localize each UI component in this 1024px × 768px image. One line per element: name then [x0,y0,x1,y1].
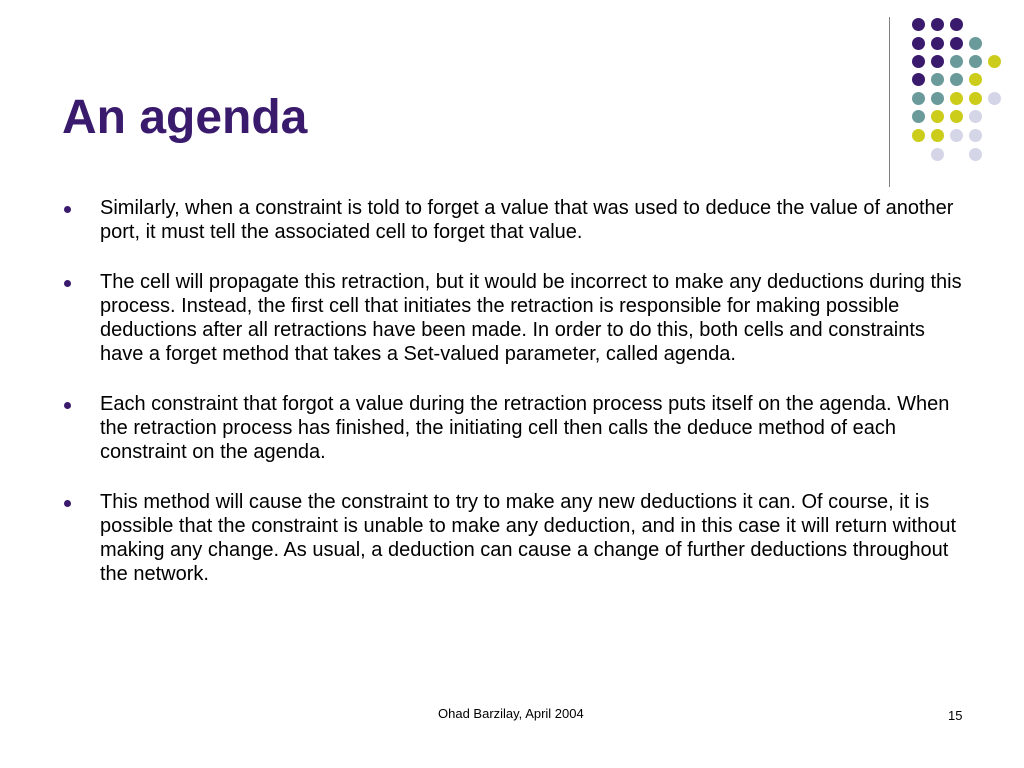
decor-dot [969,110,982,123]
decor-dot [912,73,925,86]
bullet-dot-icon [64,206,71,213]
decor-dot [931,148,944,161]
decor-dot [969,148,982,161]
decor-dot [969,92,982,105]
decor-dot [912,92,925,105]
decor-dot [931,18,944,31]
bullet-item [62,196,967,244]
bullet-item [62,490,967,586]
vertical-divider [889,17,890,187]
decor-dot [912,129,925,142]
decor-dot [912,37,925,50]
decor-dot [931,110,944,123]
bullet-dot-icon [64,280,71,287]
page-number: 15 [948,708,963,723]
bullet-text: This method will cause the constraint to try to make any new deductions it can. Of course, it is possible that the constraint is unable to make any deduction, and in this case it will return without making any change. As usual, a deduction can cause a change of further deductions throughout the network. [100,491,957,585]
decor-dot [912,55,925,68]
decor-dot [950,55,963,68]
bullet-text: Each constraint that forgot a value during the retraction process puts itself on the agenda. When the retraction process has finished, the initiating cell then calls the deduce method of each constraint on the agenda. [100,393,950,463]
decor-dot [969,55,982,68]
decor-dot [969,73,982,86]
decor-dot [931,92,944,105]
decor-dot [950,18,963,31]
bullet-list [62,196,967,612]
decor-dot [950,73,963,86]
decor-dot [931,55,944,68]
decor-dot [969,37,982,50]
decor-dot [912,18,925,31]
bullet-text: The cell will propagate this retraction, but it would be incorrect to make any deductions during this process. Instead, the first cell that initiates the retraction is responsible for making possible deductions after all retractions have been made. In order to do this, both cells and constraints have a forget method that takes a Set-valued parameter, called agenda. [100,271,962,365]
slide-title: An agenda [62,91,308,144]
bullet-text: Similarly, when a constraint is told to forget a value that was used to deduce the value of another port, it must tell the associated cell to forget that value. [100,197,954,243]
decor-dot [950,129,963,142]
decor-dot [950,37,963,50]
decor-dot [912,110,925,123]
decor-dot [931,129,944,142]
bullet-dot-icon [64,402,71,409]
bullet-dot-icon [64,500,71,507]
decor-dot [950,110,963,123]
decor-dot [988,55,1001,68]
bullet-item [62,392,967,464]
decor-dot [931,73,944,86]
bullet-item [62,270,967,366]
decor-dot [988,92,1001,105]
decor-dot [969,129,982,142]
footer-text: Ohad Barzilay, April 2004 [438,706,584,721]
dot-grid-icon [912,18,1012,178]
decor-dot [931,37,944,50]
decor-dot [950,92,963,105]
